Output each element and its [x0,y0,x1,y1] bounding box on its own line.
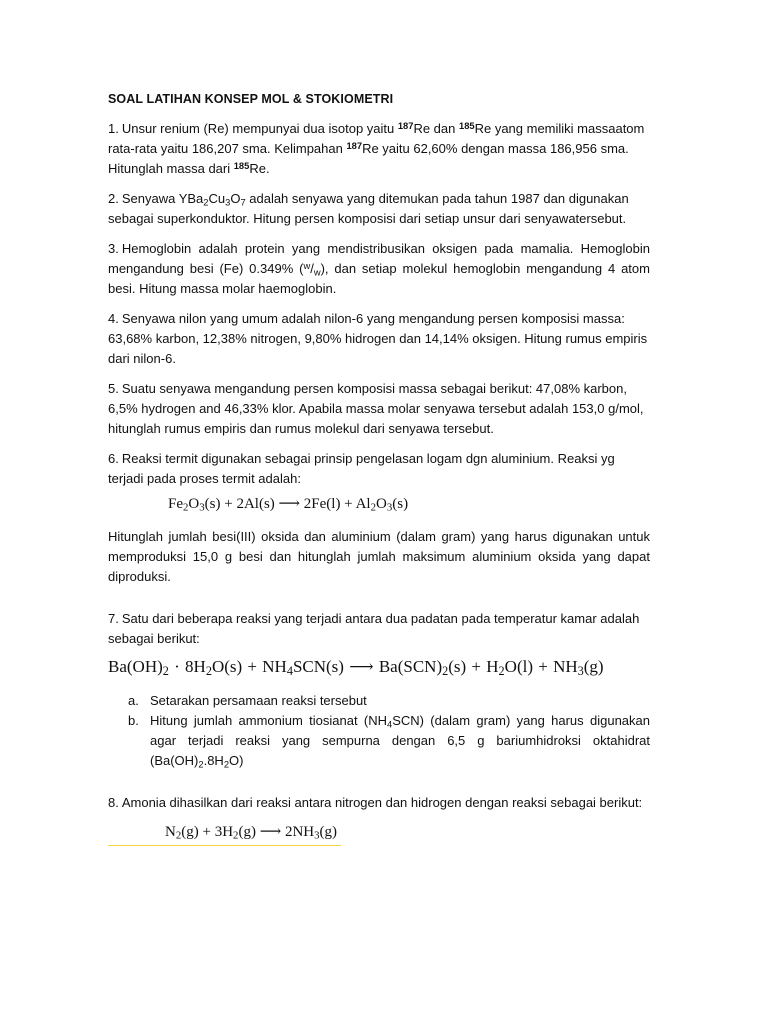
eq-subscript: 3 [199,501,205,514]
item-text: .8H [203,753,224,768]
item-text: SCN) (dalam gram) yang harus digunakan agar terjadi reaksi yang sempurna dengan 6,5 g bariumhidroksi oktahidrat (Ba(OH) [150,713,650,768]
eq-subscript: 2 [498,664,505,679]
list-item [108,711,650,771]
question-text: Amonia dihasilkan dari reaksi antara nitrogen dan hidrogen dengan reaksi sebagai berikut: [121,795,643,810]
question-6-followup: Hitunglah jumlah besi(III) oksida dan aluminium (dalam gram) yang harus digunakan untuk memproduksi 15,0 g besi dan hitunglah jumlah maksimum aluminium oksida yang dapat diproduksi. [108,529,650,584]
question-text: Re dan [413,121,459,136]
item-text: Hitung jumlah ammonium tiosianat (NH [150,713,387,728]
equation-thermite [108,491,650,517]
question-8 [108,793,650,813]
eq-text: O [188,496,200,512]
eq-text: (s) + 2Al(s) ⟶ 2Fe(l) + Al [204,496,371,512]
isotope-mass: 187 [397,120,414,131]
question-text: Reaksi termit digunakan sebagai prinsip pengelasan logam dgn aluminium. Reaksi yg terjadi pada proses termit adalah: [108,451,615,486]
question-number: 5. [108,381,119,396]
question-text: Suatu senyawa mengandung persen komposisi massa sebagai berikut: 47,08% karbon, 6,5% hydrogen and 46,33% klor. Apabila massa molar senyawa tersebut adalah 153,0 g/mol, hitunglah rumus empiris dan rumus molekul dari senyawa tersebut. [108,381,644,436]
question-number: 3. [108,241,119,256]
question-7-subitems [108,691,650,771]
subscript: 3 [225,197,231,208]
subscript: 2 [203,197,209,208]
eq-text: (g) [319,824,338,840]
eq-text: · 8H [168,657,206,676]
eq-text: SCN(s) ⟶ Ba(SCN) [292,657,443,676]
question-2 [108,189,650,229]
eq-text: Ba(OH) [108,657,163,676]
subscript: 2 [198,759,204,770]
question-number: 4. [108,311,119,326]
question-text: Senyawa nilon yang umum adalah nilon-6 yang mengandung persen komposisi massa: 63,68% karbon, 12,38% nitrogen, 9,80% hidrogen dan 14,14% oksigen. Hitung rumus empiris dari nilon-6. [108,311,648,366]
list-item [108,691,650,711]
eq-text: O(l) + NH [504,657,578,676]
question-text: Senyawa YBa [121,191,204,206]
eq-subscript: 2 [162,664,169,679]
isotope-mass: 185 [459,120,475,131]
eq-text: N [165,824,176,840]
eq-subscript: 3 [386,501,393,514]
subscript: 7 [240,197,246,208]
question-text: O [230,191,241,206]
question-4 [108,309,650,369]
superscript: w [303,260,311,271]
eq-text: (s) [392,496,409,512]
item-text: O) [229,753,244,768]
eq-subscript: 2 [183,501,189,514]
eq-text: Fe [168,496,183,512]
question-text: Re. [249,161,270,176]
question-text: Unsur renium (Re) mempunyai dua isotop yaitu [121,121,398,136]
question-number: 2. [108,191,119,206]
eq-subscript: 3 [577,664,584,679]
question-5 [108,379,650,439]
eq-text: O [375,496,387,512]
eq-subscript: 2 [370,501,376,514]
question-1 [108,119,650,179]
question-6 [108,449,650,489]
question-text: adalah senyawa yang ditemukan pada tahun 1987 dan digunakan sebagai superkonduktor. Hitung persen komposisi dari setiap unsur dari senyawatersebut. [108,191,629,226]
subscript: 4 [387,719,393,730]
question-3 [108,239,650,299]
question-number: 1. [108,121,119,136]
question-number: 6. [108,451,119,466]
eq-subscript: 2 [205,664,212,679]
eq-subscript: 2 [233,829,239,842]
question-text: Satu dari beberapa reaksi yang terjadi antara dua padatan pada temperatur kamar adalah sebagai berikut: [108,611,640,646]
eq-text: (g) + 3H [181,824,234,840]
eq-subscript: 2 [175,829,182,842]
equation-barium [108,653,650,681]
eq-text: (g) [583,657,604,676]
page-title: SOAL LATIHAN KONSEP MOL & STOKIOMETRI [108,92,394,106]
question-number: 7. [108,611,119,626]
item-marker: b. [128,713,139,728]
eq-text: (g) ⟶ 2NH [238,824,315,840]
question-text: Re yaitu 62,60% dengan massa 186,956 sma. Hitunglah massa dari [108,141,629,176]
eq-text: O(s) + NH [211,657,287,676]
subscript: w [313,267,321,278]
question-text: ), dan setiap molekul hemoglobin mengandung 4 atom besi. Hitung massa molar haemoglobin. [108,261,650,296]
question-7 [108,609,650,649]
item-marker: a. [128,693,139,708]
subscript: 2 [223,759,230,770]
isotope-mass: 187 [346,140,363,151]
question-number: 8. [108,795,119,810]
eq-text: (s) + H [448,657,499,676]
question-text: / [310,261,314,276]
eq-subscript: 4 [286,664,293,679]
equation-ammonia [108,819,341,846]
question-text: Re yang memiliki massaatom rata-rata yaitu 186,207 sma. Kelimpahan [108,121,645,156]
eq-subscript: 3 [314,829,320,842]
eq-subscript: 2 [442,664,449,679]
question-text: Cu [208,191,226,206]
question-text: Hemoglobin adalah protein yang mendistribusikan oksigen pada mamalia. Hemoglobin mengandung besi (Fe) 0.349% ( [108,241,650,276]
isotope-mass: 185 [233,160,250,171]
item-text: Setarakan persamaan reaksi tersebut [150,693,367,708]
